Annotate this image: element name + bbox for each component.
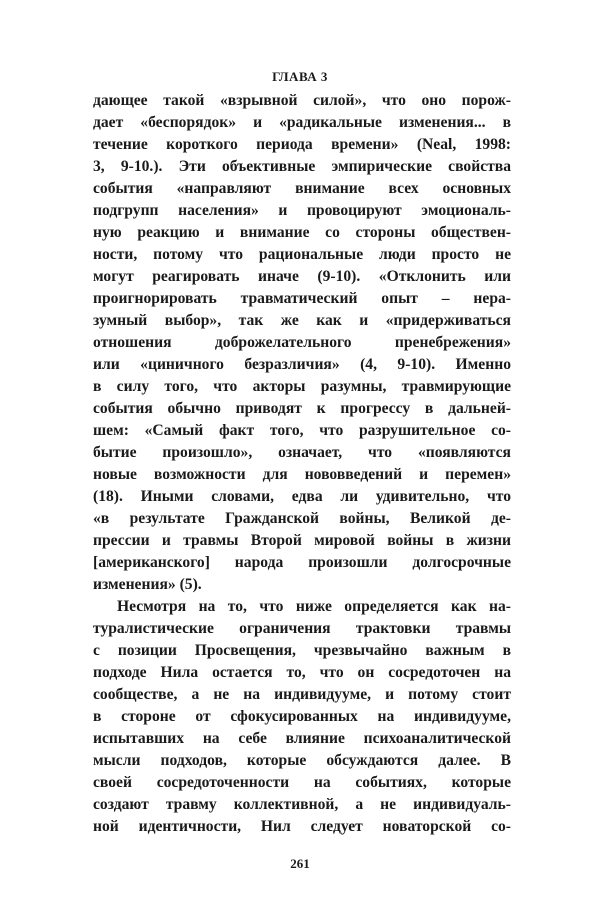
text-line: события обычно приводят к прогрессу в дальней- <box>93 400 511 417</box>
text-line: могут реагировать иначе (9-10). «Отклонить или <box>93 268 511 285</box>
text-line: подгрупп населения» и провоцируют эмоциональ- <box>93 202 511 219</box>
running-header: ГЛАВА 3 <box>272 69 328 84</box>
text-line: подходе Нила остается то, что он сосредоточен на <box>93 664 511 681</box>
text-line: создают травму коллективной, а не индивидуаль- <box>93 796 511 813</box>
text-line: отношения доброжелательного пренебрежения» <box>93 334 511 351</box>
text-line: бытие произошло», означает, что «появляются <box>93 444 511 461</box>
text-line: или «циничного безразличия» (4, 9-10). Именно <box>93 356 511 373</box>
text-line: изменения» (5). <box>93 576 202 593</box>
text-line: проигнорировать травматический опыт – нера- <box>93 290 511 307</box>
paragraph <box>93 90 511 596</box>
text-line: течение короткого периода времени» (Neal, 1998: <box>93 136 511 153</box>
text-line: сообществе, а не на индивидууме, и потому стоит <box>93 686 511 703</box>
text-line: новые возможности для нововведений и перемен» <box>93 466 511 483</box>
page-number: 261 <box>290 856 310 871</box>
text-line: (18). Иными словами, едва ли удивительно, что <box>93 488 511 505</box>
text-line: испытавших на себе влияние психоаналитической <box>93 730 511 747</box>
paragraph <box>93 596 511 838</box>
text-line: своей сосредоточенности на событиях, которые <box>93 774 511 791</box>
text-line: ную реакцию и внимание со стороны обществен- <box>93 224 511 241</box>
text-line: Несмотря на то, что ниже определяется как на- <box>117 598 511 615</box>
text-line: шем: «Самый факт того, что разрушительное со- <box>93 422 511 439</box>
text-line: в стороне от сфокусированных на индивидууме, <box>93 708 511 725</box>
text-line: в силу того, что акторы разумны, травмирующие <box>93 378 511 395</box>
text-line: ности, потому что рациональные люди просто не <box>93 246 511 263</box>
text-line: прессии и травмы Второй мировой войны в жизни <box>93 532 511 549</box>
text-line: ной идентичности, Нил следует новаторской со- <box>93 818 511 835</box>
text-line: зумный выбор», так же как и «придерживаться <box>93 312 511 329</box>
text-line: с позиции Просвещения, чрезвычайно важным в <box>93 642 511 659</box>
page-body <box>93 90 511 838</box>
text-line: [американского] народа произошли долгосрочные <box>93 554 511 571</box>
text-line: мысли подходов, которые обсуждаются далее. В <box>93 752 511 769</box>
text-line: события «направляют внимание всех основных <box>93 180 511 197</box>
text-line: дающее такой «взрывной силой», что оно порож- <box>93 92 511 109</box>
text-line: дает «беспорядок» и «радикальные изменения... в <box>93 114 511 131</box>
text-line: туралистические ограничения трактовки травмы <box>93 620 511 637</box>
text-line: «в результате Гражданской войны, Великой де- <box>93 510 511 527</box>
text-line: 3, 9-10.). Эти объективные эмпирические свойства <box>93 158 511 175</box>
